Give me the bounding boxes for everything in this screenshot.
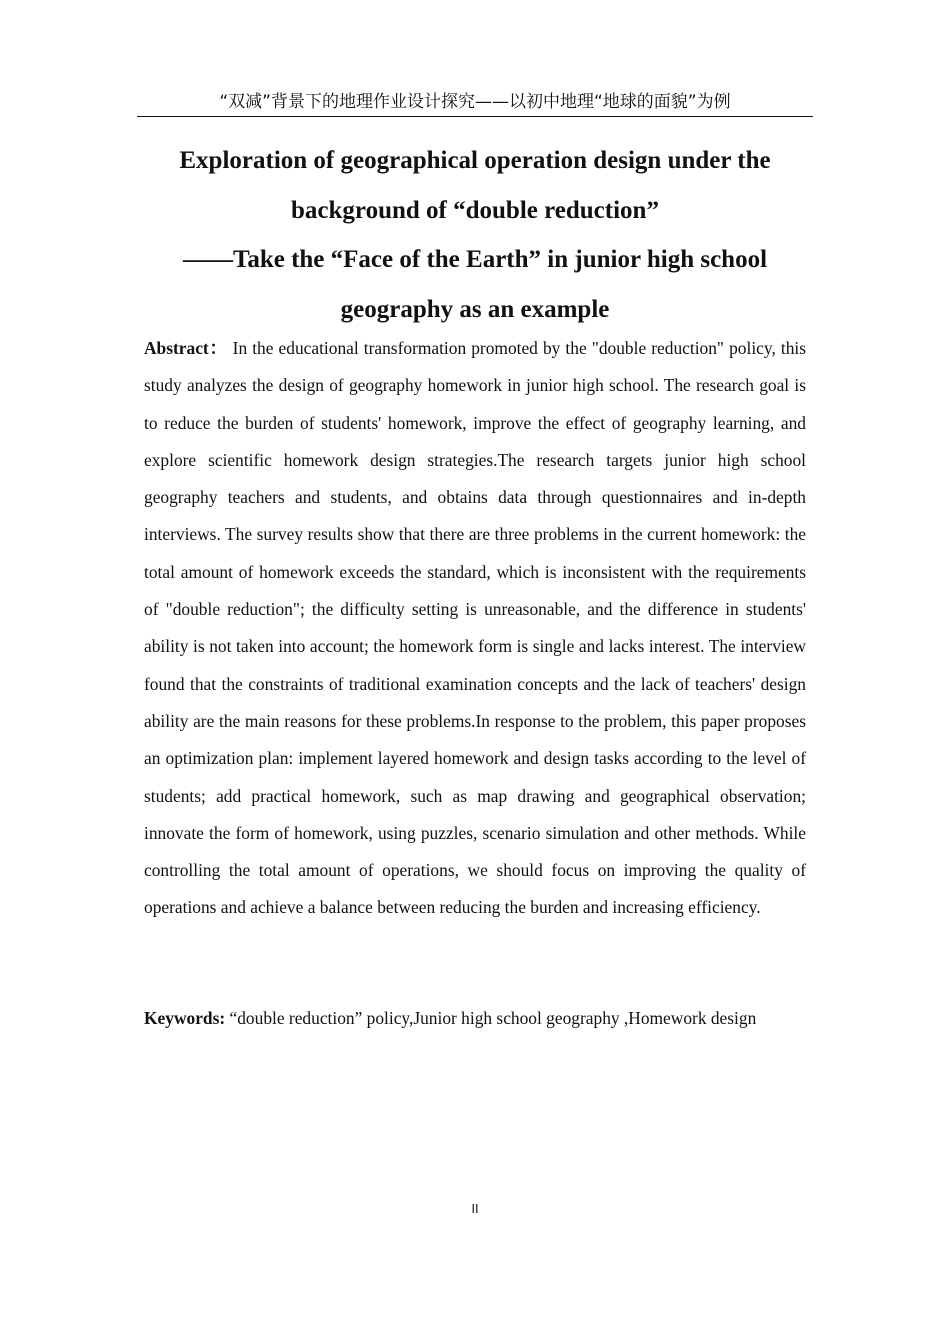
- abstract-label: Abstract：: [144, 338, 228, 358]
- keywords-paragraph: [144, 1000, 806, 1037]
- abstract-paragraph: [144, 330, 806, 927]
- abstract-text: In the educational transformation promoted by the "double reduction" policy, this study analyzes the design of geography homework in junior high school. The research goal is to reduce the burden of students' homework, improve the effect of geography learning, and explore scientific homework design strategies.The research targets junior high school geography teachers and students, and obtains data through questionnaires and in-depth interviews. The survey results show that there are three problems in the current homework: the total amount of homework exceeds the standard, which is inconsistent with the requirements of "double reduction"; the difficulty setting is unreasonable, and the difference in students' ability is not taken into account; the homework form is single and lacks interest. The interview found that the constraints of traditional examination concepts and the lack of teachers' design ability are the main reasons for these problems.In response to the problem, this paper proposes an optimization plan: implement layered homework and design tasks according to the level of students; add practical homework, such as map drawing and geographical observation; innovate the form of homework, using puzzles, scenario simulation and other methods. While controlling the total amount of operations, we should focus on improving the quality of operations and achieve a balance between reducing the burden and increasing efficiency.: [144, 338, 806, 918]
- title-line-4: geography as an example: [340, 295, 610, 323]
- title-line-3: ——Take the “Face of the Earth” in junior high school: [182, 246, 768, 273]
- keywords-text: “double reduction” policy,Junior high school geography ,Homework design: [229, 1008, 757, 1028]
- page-number: II: [471, 1202, 479, 1216]
- keywords-label: Keywords:: [144, 1008, 226, 1028]
- title-line-1: Exploration of geographical operation design under the: [179, 147, 771, 174]
- title-line-2: background of “double reduction”: [291, 196, 659, 224]
- paper-title: [144, 136, 806, 334]
- running-header: “双减”背景下的地理作业设计探究——以初中地理“地球的面貌”为例: [137, 92, 813, 117]
